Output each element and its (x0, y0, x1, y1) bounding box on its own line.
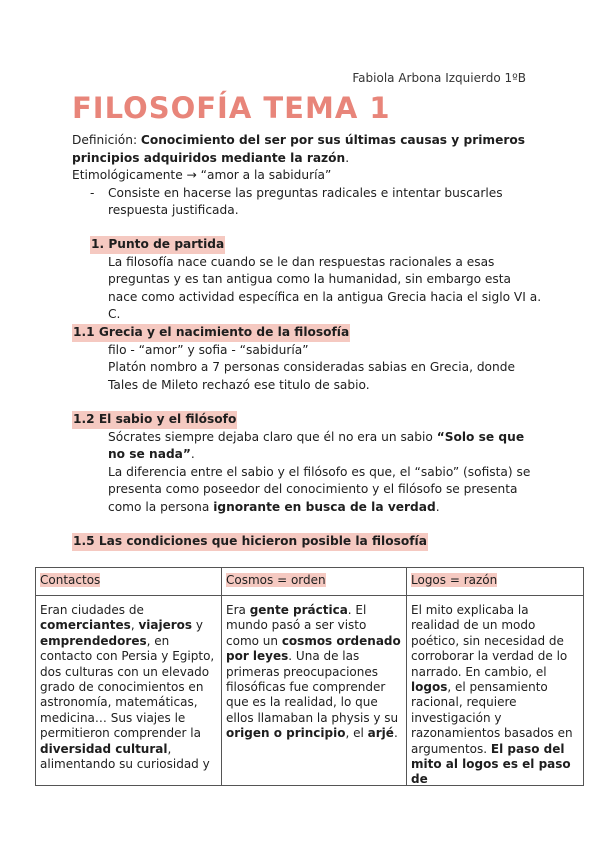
section-text: La filosofía nace cuando se le dan respuestas racionales a esas preguntas y es tan antigua como la humanidad, sin embargo esta nace como actividad específica en la antigua Grecia hacia el siglo VI a. C. (108, 254, 542, 321)
section-punto-de-partida (72, 236, 542, 324)
bold-run: cosmos ordenado por leyes (226, 633, 401, 664)
quote-bold: “Solo se que no se nada” (108, 429, 525, 461)
bullet-item (72, 185, 542, 220)
definition (72, 132, 542, 167)
conditions-table (35, 567, 584, 786)
text-run: , en contacto con Persia y Egipto, dos culturas con un elevado grado de conocimientos en astronomía, matemáticas, medicina… Sus viajes le permitieron comprender la (40, 633, 215, 741)
section-sabio-filosofo (72, 411, 542, 516)
bold-run: diversidad cultural (40, 741, 168, 756)
author-name: Fabiola Arbona Izquierdo 1ºB (352, 71, 526, 85)
table-header-cell (222, 568, 407, 596)
section-heading: 1.1 Grecia y el nacimiento de la filosofía (72, 324, 350, 342)
table-row (36, 596, 584, 786)
section-heading: 1.2 El sabio y el filósofo (72, 411, 237, 429)
table-header-row (36, 568, 584, 596)
table-cell-logos (407, 596, 584, 786)
bold-run: emprendedores (40, 633, 147, 648)
section-line: Platón nombro a 7 personas consideradas sabias en Grecia, donde Tales de Mileto rechazó ese titulo de sabio. (108, 360, 515, 392)
bold-run: El paso del mito al logos es el paso de (411, 741, 571, 787)
header-label: Contactos (40, 573, 101, 587)
text-run: La diferencia entre el sabio y el filósofo es que, el “sabio” (sofista) se presenta como poseedor del conocimiento y el filósofo se presenta como la persona (108, 464, 531, 514)
bold-run: gente práctica (249, 603, 348, 617)
header-label: Cosmos = orden (226, 573, 326, 587)
text-run: , (130, 618, 139, 633)
text-run: . (393, 726, 398, 741)
text-run: , alimentando su curiosidad y (40, 741, 210, 772)
bold-run: logos (411, 680, 448, 695)
text-run: . (435, 499, 440, 514)
etymology: Etimológicamente → “amor a la sabiduría” (72, 168, 332, 182)
difference-paragraph (72, 464, 542, 517)
section-grecia (72, 324, 542, 394)
text-run: . El mundo pasó a ser visto como un (226, 603, 367, 648)
table-cell-contactos (36, 596, 222, 786)
intro-section (72, 132, 542, 220)
section-condiciones (72, 533, 542, 551)
text-run: , el pensamiento racional, requiere investigación y razonamientos basados en argumentos. (411, 680, 573, 756)
table-header-cell (407, 568, 584, 596)
definition-text: Conocimiento del ser por sus últimas causas y primeros principios adquiridos mediante la razón (72, 133, 525, 165)
text-run: . Una de las primeras preocupaciones filosóficas fue comprender que es la realidad, lo que ellos llamaban la physis y su (226, 649, 399, 725)
definition-label: Definición: (72, 133, 141, 147)
bold-run: viajeros (138, 618, 193, 633)
page-title: FILOSOFÍA TEMA 1 (72, 91, 391, 125)
table-cell-cosmos (222, 596, 407, 786)
bold-run: origen o principio (226, 726, 346, 741)
bold-run: comerciantes (40, 618, 131, 633)
section-heading: 1. Punto de partida (90, 236, 225, 254)
text-run: y (192, 618, 203, 633)
bullet-dash: - (90, 185, 95, 200)
text-run: . (190, 447, 195, 461)
text-run: Eran ciudades de (40, 603, 144, 617)
text-run: Sócrates siempre dejaba claro que él no era un sabio (108, 429, 437, 444)
bold-run: arjé (367, 726, 394, 741)
section-line: filo - “amor” y sofia - “sabiduría” (108, 342, 309, 357)
socrates-paragraph (72, 429, 542, 464)
definition-end: . (345, 150, 350, 165)
emphasis-bold: ignorante en busca de la verdad (213, 499, 436, 514)
table-header-cell (36, 568, 222, 596)
section-heading: 1.5 Las condiciones que hicieron posible la filosofía (72, 533, 428, 551)
text-run: Era (226, 603, 250, 617)
header-label: Logos = razón (411, 573, 498, 587)
text-run: El mito explicaba la realidad de un modo poético, sin necesidad de corroborar la verdad de lo narrado. En cambio, el (411, 603, 568, 679)
text-run: , el (345, 726, 368, 741)
bullet-text: Consiste en hacerse las preguntas radicales e intentar buscarles respuesta justificada. (108, 185, 503, 217)
